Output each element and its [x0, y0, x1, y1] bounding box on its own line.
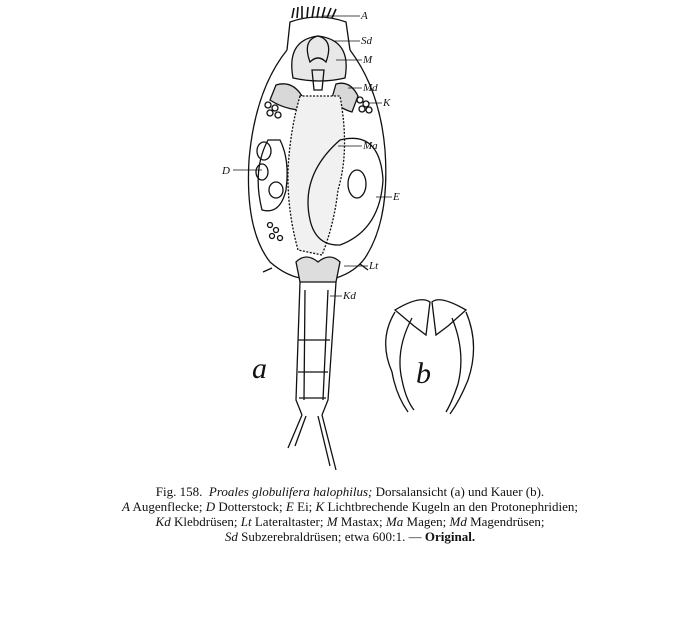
- legend-text: Magen;: [403, 514, 450, 529]
- label-Sd: Sd: [361, 35, 372, 47]
- legend-abbr: A: [122, 499, 130, 514]
- panel-label-a: a: [252, 352, 267, 385]
- legend-text: Dotterstock;: [215, 499, 286, 514]
- legend-text: Mastax;: [337, 514, 386, 529]
- label-Kd: Kd: [343, 290, 356, 302]
- figure-caption: [0, 484, 700, 544]
- legend-text: Lichtbrechende Kugeln an den Protonephridien;: [324, 499, 578, 514]
- caption-original: Original.: [424, 529, 476, 544]
- legend-text: Klebdrüsen;: [170, 514, 241, 529]
- caption-legend-line-3: [0, 529, 700, 544]
- panel-label-b: b: [416, 357, 431, 390]
- legend-text: Augenflecke;: [129, 499, 206, 514]
- label-Lt: Lt: [369, 260, 379, 272]
- legend-abbr: Ma: [385, 514, 404, 529]
- label-E: E: [393, 191, 400, 203]
- label-Ma: Ma: [363, 140, 378, 152]
- legend-abbr: Lt: [240, 514, 252, 529]
- legend-abbr: Kd: [155, 514, 171, 529]
- label-A: A: [361, 10, 368, 22]
- legend-abbr: Sd: [224, 529, 238, 544]
- legend-text: Ei;: [293, 499, 316, 514]
- figure-number: Fig. 158.: [155, 484, 203, 499]
- legend-abbr: D: [205, 499, 216, 514]
- legend-text: Subzerebraldrüsen; etwa 600:1. —: [237, 529, 425, 544]
- caption-legend-line-2: [0, 514, 700, 529]
- label-M: M: [363, 54, 373, 66]
- species-name: Proales globulifera halophilus;: [208, 484, 373, 499]
- label-K: K: [383, 97, 391, 109]
- legend-abbr: Md: [449, 514, 467, 529]
- label-D: D: [222, 165, 230, 177]
- caption-legend-line-1: [0, 499, 700, 514]
- caption-title-rest: Dorsalansicht (a) und Kauer (b).: [372, 484, 545, 499]
- label-Md: Md: [363, 82, 378, 94]
- legend-abbr: E: [285, 499, 294, 514]
- legend-abbr: M: [326, 514, 338, 529]
- legend-abbr: K: [315, 499, 325, 514]
- legend-text: Magendrüsen;: [466, 514, 545, 529]
- legend-text: Lateraltaster;: [251, 514, 327, 529]
- caption-title-line: [0, 484, 700, 499]
